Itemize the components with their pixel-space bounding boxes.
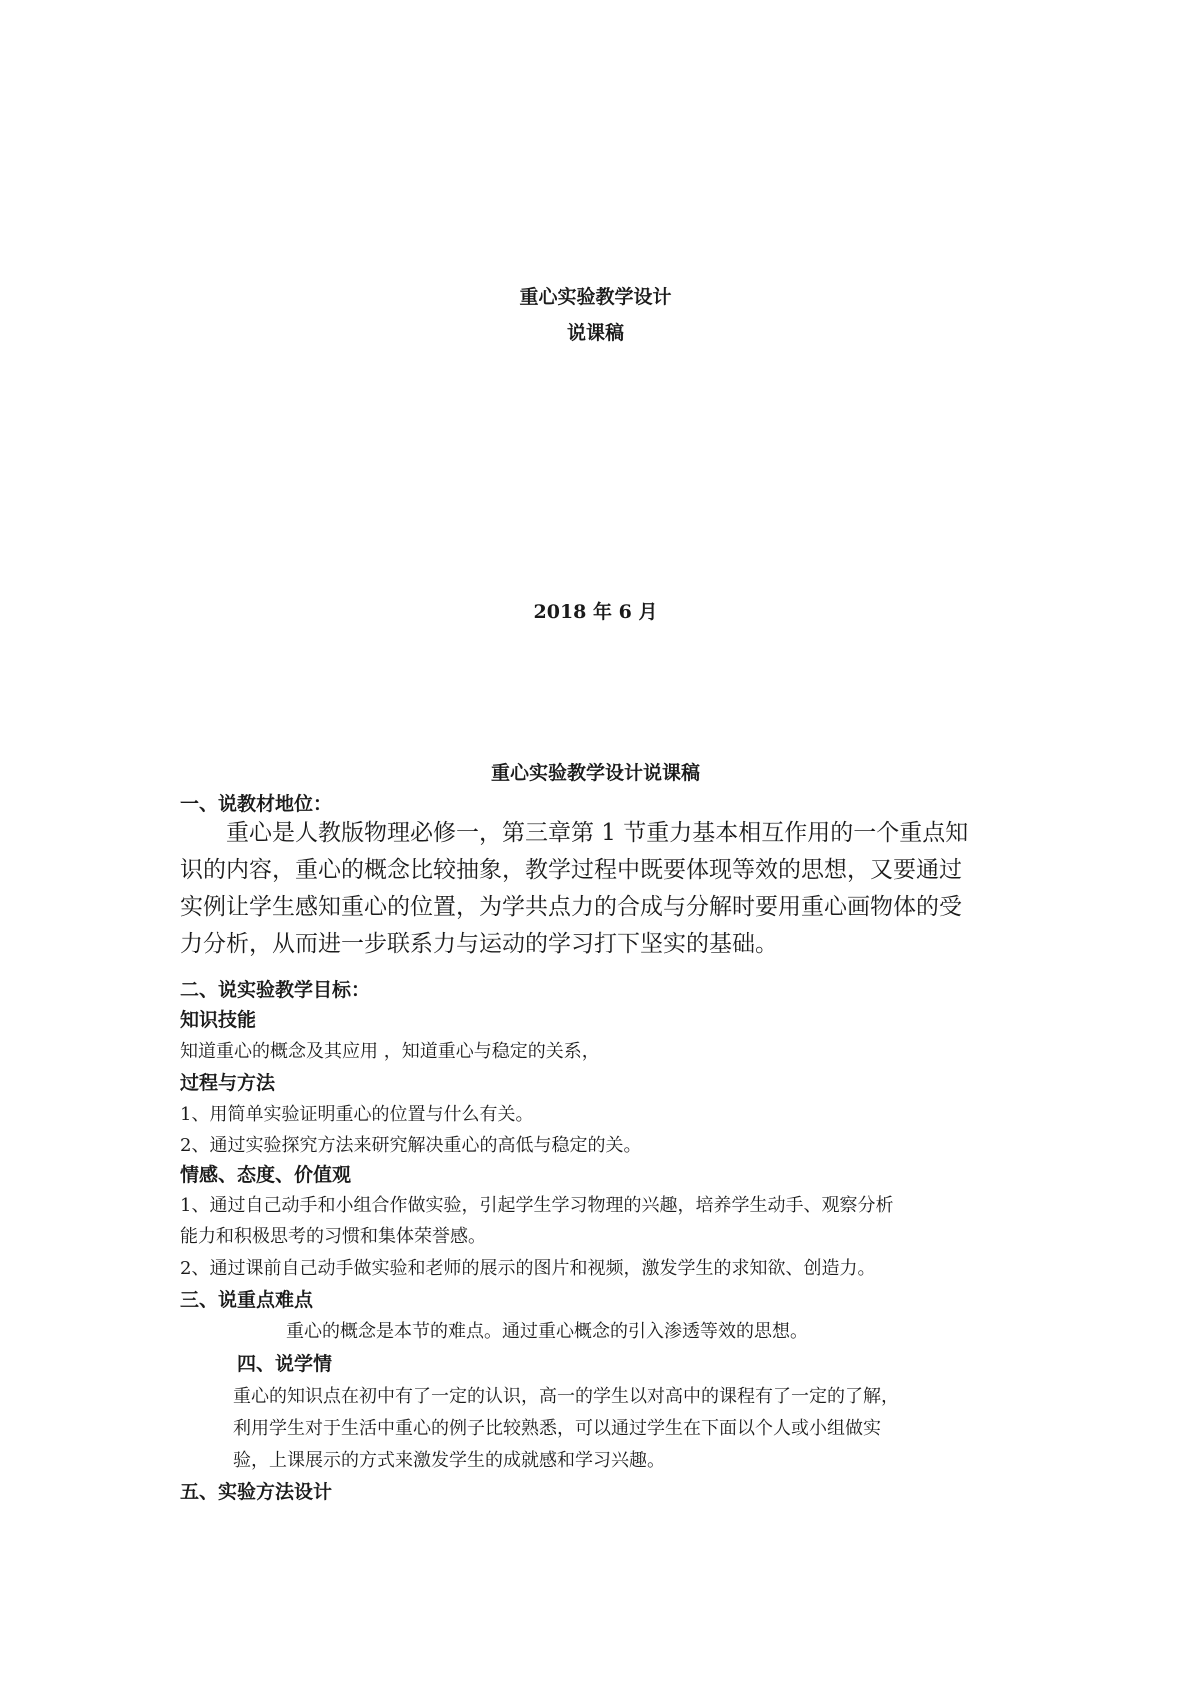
cover-subtitle: 说课稿 (566, 322, 624, 344)
section-1-line: 实例让学生感知重心的位置，为学共点力的合成与分解时要用重心画物体的受 (180, 894, 962, 920)
section-1-heading: 一、说教材地位： (180, 793, 333, 815)
section-1-line: 力分析，从而进一步联系力与运动的学习打下坚实的基础。 (180, 931, 778, 957)
cover-date: 2018 年 6 月 (533, 601, 658, 623)
cover-title: 重心实验教学设计 (519, 286, 672, 308)
emotion-values-item: 1、通过自己动手和小组合作做实验，引起学生学习物理的兴趣，培养学生动手、观察分析 (180, 1195, 894, 1216)
section-4-heading: 四、说学情 (237, 1353, 333, 1375)
section-1-line: 识的内容，重心的概念比较抽象，教学过程中既要体现等效的思想，又要通过 (180, 857, 962, 883)
section-4-line: 验，上课展示的方式来激发学生的成就感和学习兴趣。 (233, 1450, 665, 1471)
section-1-paragraph (180, 815, 968, 963)
knowledge-skills-text: 知道重心的概念及其应用 ，知道重心与稳定的关系， (180, 1041, 600, 1062)
document-title: 重心实验教学设计说课稿 (490, 762, 700, 784)
section-4-line: 重心的知识点在初中有了一定的认识，高一的学生以对高中的课程有了一定的了解， (233, 1386, 899, 1407)
knowledge-skills-label: 知识技能 (180, 1009, 257, 1031)
section-4-line: 利用学生对于生活中重心的例子比较熟悉，可以通过学生在下面以个人或小组做实 (233, 1418, 881, 1439)
emotion-values-item: 2、通过课前自己动手做实验和老师的展示的图片和视频，激发学生的求知欲、创造力。 (180, 1258, 876, 1279)
process-method-item: 2、通过实验探究方法来研究解决重心的高低与稳定的关。 (180, 1135, 642, 1156)
process-method-item: 1、用简单实验证明重心的位置与什么有关。 (180, 1104, 534, 1125)
section-3-text: 重心的概念是本节的难点。通过重心概念的引入渗透等效的思想。 (286, 1321, 808, 1342)
section-1-line: 重心是人教版物理必修一，第三章第 1 节重力基本相互作用的一个重点知 (180, 820, 969, 846)
process-method-label: 过程与方法 (180, 1072, 276, 1094)
section-5-heading: 五、实验方法设计 (180, 1481, 333, 1503)
section-2-heading: 二、说实验教学目标： (180, 979, 371, 1001)
emotion-values-label: 情感、态度、价值观 (180, 1164, 352, 1186)
section-3-heading: 三、说重点难点 (180, 1289, 314, 1311)
emotion-values-item-continued: 能力和积极思考的习惯和集体荣誉感。 (180, 1226, 486, 1247)
